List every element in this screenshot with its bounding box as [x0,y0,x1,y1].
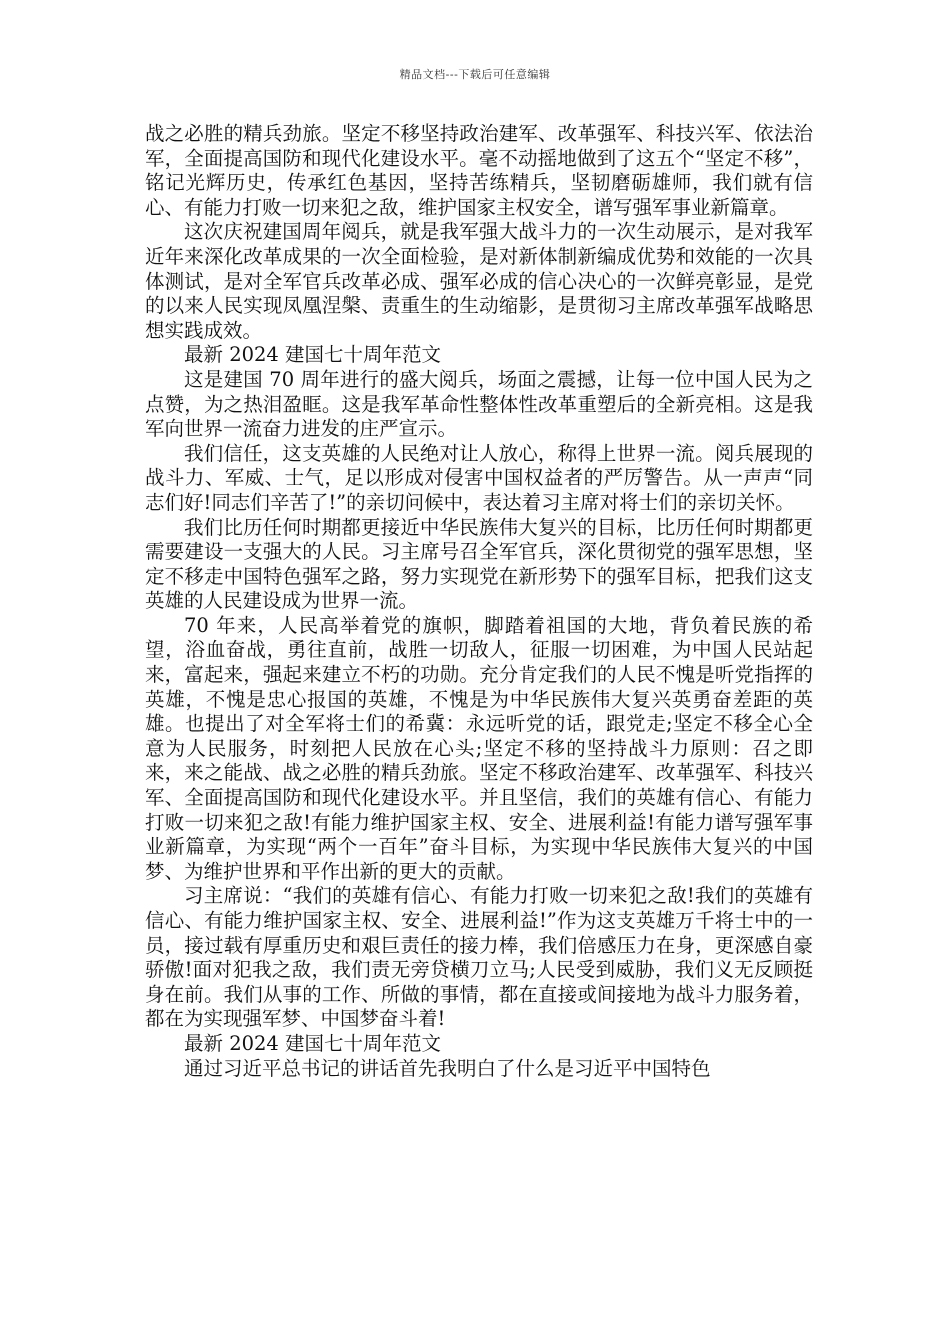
paragraph: 习主席说：“我们的英雄有信心、有能力打败一切来犯之敌!我们的英雄有信心、有能力维护国家主权、安全、进展利益!”作为这支英雄万千将士中的一员，接过载有厚重历史和艰巨责任的接力棒，我们倍感压力在身，更深感自豪骄傲!面对犯我之敌，我们责无旁贷横刀立马;人民受到威胁，我们义无反顾挺身在前。我们从事的工作、所做的事情，都在直接或间接地为战斗力服务着，都在为实现强军梦、中国梦奋斗着! [145,884,813,1031]
paragraph: 战之必胜的精兵劲旅。坚定不移坚持政治建军、改革强军、科技兴军、依法治军，全面提高国防和现代化建设水平。毫不动摇地做到了这五个“坚定不移”，铭记光辉历史，传承红色基因，坚持苦练精兵，坚韧磨砺雄师，我们就有信心、有能力打败一切来犯之敌，维护国家主权安全，谱写强军事业新篇章。 [145,122,813,219]
paragraph: 我们比历任何时期都更接近中华民族伟大复兴的目标，比历任何时期都更需要建设一支强大的人民。习主席号召全军官兵，深化贯彻党的强军思想，坚定不移走中国特色强军之路，努力实现党在新形势下的强军目标，把我们这支英雄的人民建设成为世界一流。 [145,515,813,613]
section-heading: 最新 2024 建国七十周年范文 [184,343,442,367]
paragraph: 我们信任，这支英雄的人民绝对让人放心，称得上世界一流。阅兵展现的战斗力、军威、士气，足以形成对侵害中国权益者的严厉警告。从一声声“同志们好!同志们辛苦了!”的亲切问候中，表达着习主席对将士们的亲切关怀。 [145,441,813,514]
paragraph: 这是建国 70 周年进行的盛大阅兵，场面之震撼，让每一位中国人民为之点赞，为之热泪盈眶。这是我军革命性整体性改革重塑后的全新亮相。这是我军向世界一流奋力进发的庄严宣示。 [145,367,813,441]
paragraph: 通过习近平总书记的讲话首先我明白了什么是习近平中国特色 [184,1056,711,1080]
section-heading: 最新 2024 建国七十周年范文 [184,1031,442,1055]
paragraph: 70 年来，人民高举着党的旗帜，脚踏着祖国的大地，背负着民族的希望，浴血奋战，勇往直前，战胜一切敌人，征服一切困难，为中国人民站起来，富起来，强起来建立不朽的功勋。充分肯定我们的人民不愧是听党指挥的英雄，不愧是忠心报国的英雄，不愧是为中华民族伟大复兴英勇奋差距的英雄。也提出了对全军将士们的希冀：永远听党的话，跟党走;坚定不移全心全意为人民服务，时刻把人民放在心头;坚定不移的坚持战斗力原则：召之即来，来之能战、战之必胜的精兵劲旅。坚定不移政治建军、改革强军、科技兴军、全面提高国防和现代化建设水平。并且坚信，我们的英雄有信心、有能力打败一切来犯之敌!有能力维护国家主权、安全、进展利益!有能力谱写强军事业新篇章，为实现“两个一百年”奋斗目标，为实现中华民族伟大复兴的中国梦、为维护世界和平作出新的更大的贡献。 [145,613,813,883]
page-header: 精品文档---下载后可任意编辑 [399,68,551,81]
paragraph: 这次庆祝建国周年阅兵，就是我军强大战斗力的一次生动展示，是对我军近年来深化改革成果的一次全面检验，是对新体制新编成优势和效能的一次具体测试，是对全军官兵改革必成、强军必成的信心决心的一次鲜亮彰显，是党的以来人民实现凤凰涅槃、责重生的生动缩影，是贯彻习主席改革强军战略思想实践成效。 [145,220,813,342]
document-body [145,122,813,1081]
